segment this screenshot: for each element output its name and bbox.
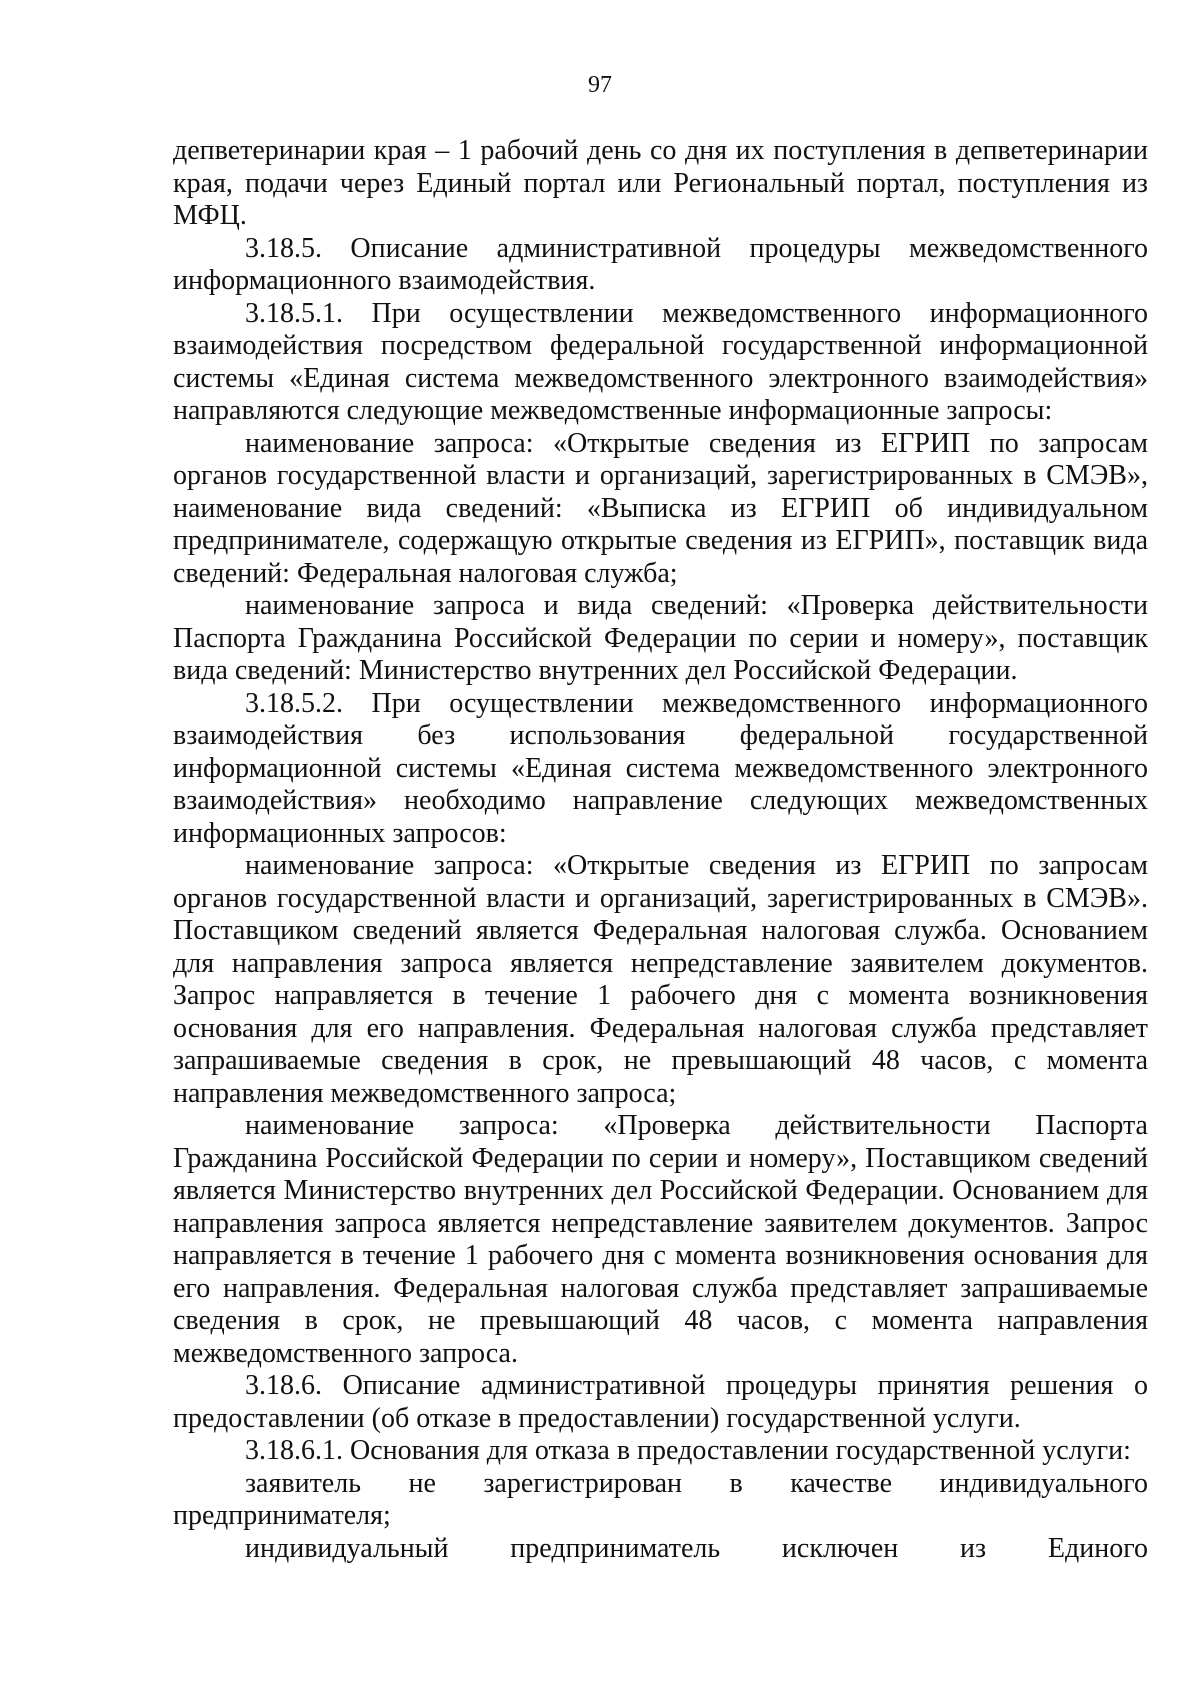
list-item: индивидуальный предприниматель исключен из Единого [245, 1532, 1148, 1564]
page-number: 97 [588, 72, 612, 98]
list-item: наименование запроса: «Открытые сведения из ЕГРИП по запросам органов государственной власти и организаций, зарегистрированных в СМЭВ». Поставщиком сведений является Федеральная налоговая служба. Основанием для направления запроса является непредставление заявителем документов. Запрос направляется в течение 1 рабочего дня с момента возникновения основания для его направления. Федеральная налоговая служба представляет запрашиваемые сведения в срок, не превышающий 48 часов, с момента направления межведомственного запроса; [173, 850, 1148, 1109]
list-item: наименование запроса и вида сведений: «Проверка действительности Паспорта Гражданина Российской Федерации по серии и номеру», поставщик вида сведений: Министерство внутренних дел Российской Федерации. [173, 590, 1148, 686]
list-item: наименование запроса: «Открытые сведения из ЕГРИП по запросам органов государственной власти и организаций, зарегистрированных в СМЭВ», наименование вида сведений: «Выписка из ЕГРИП об индивидуальном предпринимателе, содержащую открытые сведения из ЕГРИП», поставщик вида сведений: Федеральная налоговая служба; [173, 427, 1148, 589]
list-item: заявитель не зарегистрирован в качестве индивидуального предпринимателя; [173, 1467, 1148, 1531]
paragraph: депветеринарии края – 1 рабочий день со дня их поступления в депветеринарии края, подачи через Единый портал или Региональный портал, поступления из МФЦ. [173, 135, 1148, 231]
paragraph: 3.18.5.1. При осуществлении межведомственного информационного взаимодействия посредством федеральной государственной информационной системы «Единая система межведомственного электронного взаимодействия» направляются следующие межведомственные информационные запросы: [173, 297, 1148, 426]
paragraph: 3.18.5.2. При осуществлении межведомственного информационного взаимодействия без использования федеральной государственной информационной системы «Единая система межведомственного электронного взаимодействия» необходимо направление следующих межведомственных информационных запросов: [173, 687, 1148, 849]
list-item: наименование запроса: «Проверка действительности Паспорта Гражданина Российской Федерации по серии и номеру», Поставщиком сведений является Министерство внутренних дел Российской Федерации. Основанием для направления запроса является непредставление заявителем документов. Запрос направляется в течение 1 рабочего дня с момента возникновения основания для его направления. Федеральная налоговая служба представляет запрашиваемые сведения в срок, не превышающий 48 часов, с момента направления межведомственного запроса. [173, 1110, 1148, 1369]
paragraph: 3.18.6.1. Основания для отказа в предоставлении государственной услуги: [245, 1435, 1131, 1466]
section-heading: 3.18.5. Описание административной процедуры межведомственного информационного взаимодействия. [173, 232, 1148, 296]
section-heading: 3.18.6. Описание административной процедуры принятия решения о предоставлении (об отказе в предоставлении) государственной услуги. [173, 1370, 1148, 1434]
document-body [173, 135, 1148, 1565]
